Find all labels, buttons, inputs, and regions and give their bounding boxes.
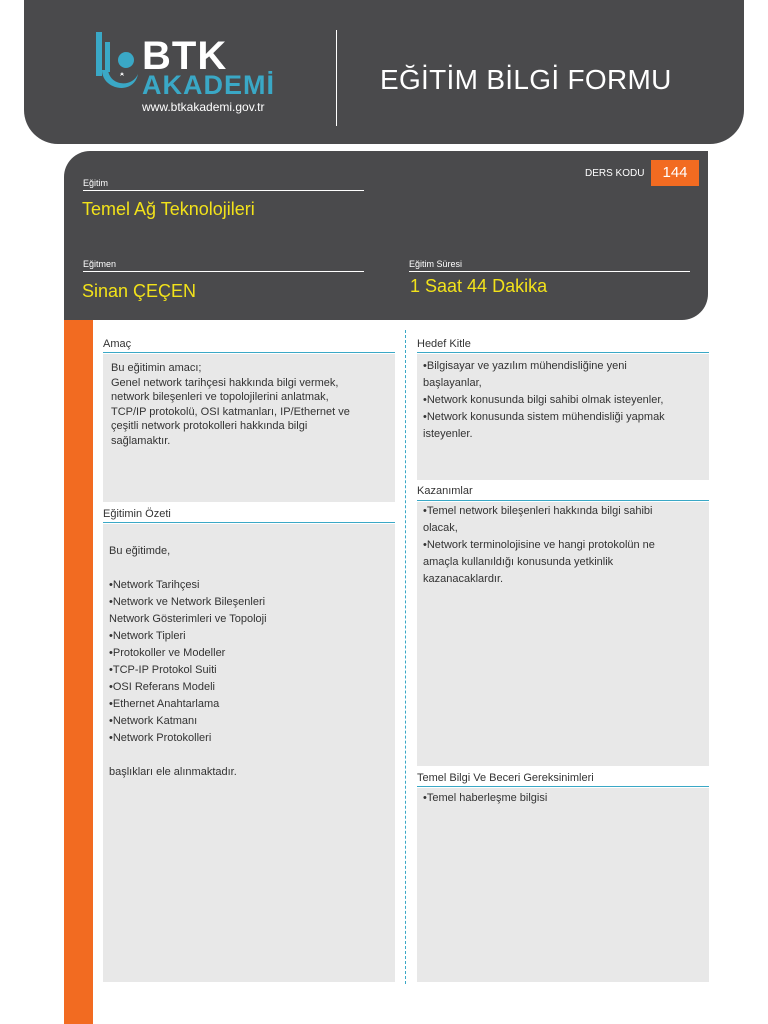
text-line: TCP/IP protokolü, OSI katmanları, IP/Ethernet ve	[111, 405, 350, 418]
purpose-text	[111, 361, 393, 448]
duration-value: 1 Saat 44 Dakika	[410, 276, 548, 296]
text-line: •Network ve Network Bileşenleri	[109, 596, 266, 608]
text-line: •Bilgisayar ve yazılım mühendisliğine yeni	[423, 360, 627, 372]
instructor-underline	[83, 271, 364, 272]
form-title: EĞİTİM BİLGİ FORMU	[380, 64, 672, 95]
instructor-name: Sinan ÇEÇEN	[82, 281, 197, 301]
prerequisites-box	[417, 788, 709, 982]
text-line: •Network konusunda sistem mühendisliği yapmak	[423, 411, 665, 423]
text-line: •Temel network bileşenleri hakkında bilgi sahibi	[423, 505, 653, 517]
text-line: Genel network tarihçesi hakkında bilgi vermek,	[111, 376, 339, 389]
summary-text	[109, 543, 393, 781]
text-line: •Network konusunda bilgi sahibi olmak isteyenler,	[423, 394, 664, 406]
target-audience-title: Hedef Kitle	[417, 338, 471, 350]
text-line: •Protokoller ve Modeller	[109, 647, 226, 659]
text-line: •Network Katmanı	[109, 715, 198, 727]
text-line: Bu eğitimin amacı;	[111, 362, 202, 374]
orange-side-bar	[64, 320, 93, 1024]
text-line: •TCP-IP Protokol Suiti	[109, 664, 217, 676]
text-line: başlıkları ele alınmaktadır.	[109, 766, 237, 778]
text-line: Bu eğitimde,	[109, 545, 171, 557]
text-line: amaçla kullanıldığı konusunda yetkinlik	[423, 556, 614, 568]
purpose-title: Amaç	[103, 338, 132, 350]
prerequisites-title: Temel Bilgi Ve Beceri Gereksinimleri	[417, 772, 594, 784]
text-line: olacak,	[423, 522, 458, 534]
text-line: çeşitli network protokolleri hakkında bilgi	[111, 420, 308, 432]
course-name: Temel Ağ Teknolojileri	[82, 199, 255, 219]
text-line: network bileşenleri ve topolojilerini anlatmak,	[111, 391, 329, 403]
header-divider	[336, 30, 337, 126]
duration-label: Eğitim Süresi	[409, 259, 463, 269]
btk-logo-icon	[96, 30, 140, 98]
prerequisites-text	[423, 790, 707, 807]
duration-underline	[409, 271, 690, 272]
outcomes-underline	[417, 500, 709, 501]
brand-akademi: AKADEMİ	[142, 70, 275, 100]
text-line	[109, 560, 393, 577]
text-line: •Network Tarihçesi	[109, 579, 200, 591]
course-code-badge: 144	[651, 160, 699, 186]
outcomes-title: Kazanımlar	[417, 485, 473, 497]
course-name-underline	[83, 190, 364, 191]
target-audience-underline	[417, 352, 709, 353]
text-line: •Temel haberleşme bilgisi	[423, 792, 548, 804]
column-divider	[405, 330, 406, 984]
instructor-label: Eğitmen	[83, 259, 117, 269]
text-line: •Ethernet Anahtarlama	[109, 698, 220, 710]
summary-underline	[103, 522, 395, 523]
purpose-underline	[103, 352, 395, 353]
text-line: •Network Tipleri	[109, 630, 186, 642]
text-line: •Network Protokolleri	[109, 732, 212, 744]
text-line	[109, 747, 393, 764]
brand-btk: BTK	[142, 34, 228, 78]
header-bar	[24, 0, 744, 144]
course-code-label: DERS KODU	[585, 168, 645, 179]
text-line: kazanacaklardır.	[423, 573, 504, 585]
target-audience-text	[423, 358, 707, 443]
text-line: başlayanlar,	[423, 377, 482, 389]
prerequisites-underline	[417, 786, 709, 787]
course-name-label: Eğitim	[83, 178, 109, 188]
text-line: •OSI Referans Modeli	[109, 681, 215, 693]
website-url[interactable]: www.btkakademi.gov.tr	[142, 100, 265, 114]
text-line: sağlamaktır.	[111, 434, 171, 447]
text-line: Network Gösterimleri ve Topoloji	[109, 613, 267, 625]
outcomes-text	[423, 503, 707, 588]
text-line: isteyenler.	[423, 428, 473, 440]
summary-title: Eğitimin Özeti	[103, 508, 171, 520]
text-line: •Network terminolojisine ve hangi protokolün ne	[423, 539, 655, 551]
